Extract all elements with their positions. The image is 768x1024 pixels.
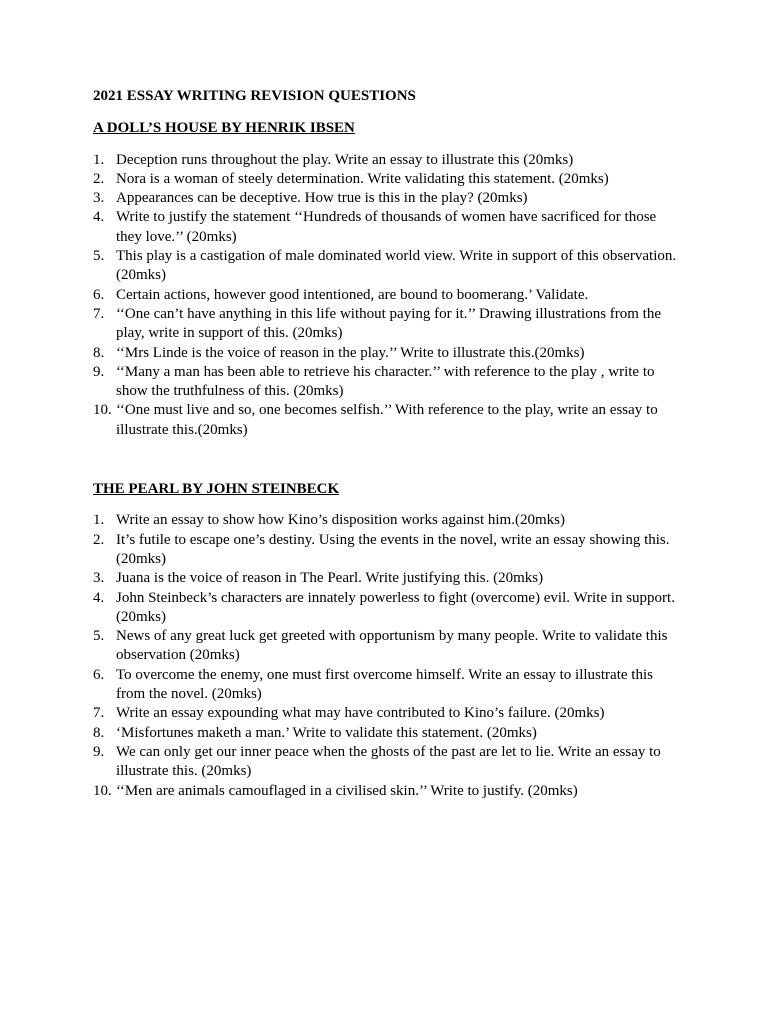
question-text: Nora is a woman of steely determination. Write validating this statement. (20mks) [116, 170, 609, 187]
question-number: 9. [93, 363, 105, 380]
section-heading: THE PEARL BY JOHN STEINBECK [93, 481, 340, 498]
list-item [93, 151, 683, 170]
question-number: 6. [93, 666, 105, 683]
question-text: Write to justify the statement ‘‘Hundreds of thousands of women have sacrificed for those they love.’’ (20mks) [116, 209, 657, 245]
list-item [93, 704, 683, 723]
question-text: Juana is the voice of reason in The Pearl. Write justifying this. (20mks) [116, 570, 544, 587]
question-number: 4. [93, 589, 105, 606]
question-number: 4. [93, 209, 105, 226]
question-list [93, 511, 683, 800]
list-item [93, 627, 683, 666]
list-item [93, 247, 683, 286]
question-text: Certain actions, however good intentioned, are bound to boomerang.’ Validate. [116, 286, 589, 303]
list-item [93, 511, 683, 530]
section-heading: A DOLL’S HOUSE BY HENRIK IBSEN [93, 120, 355, 137]
question-number: 3. [93, 570, 105, 587]
list-item [93, 189, 683, 208]
question-number: 2. [93, 170, 105, 187]
list-item [93, 724, 683, 743]
list-item [93, 170, 683, 189]
question-number: 2. [93, 531, 105, 548]
question-number: 5. [93, 628, 105, 645]
list-item [93, 666, 683, 705]
section-the-pearl [93, 480, 683, 801]
question-number: 10. [93, 402, 112, 419]
list-item [93, 589, 683, 628]
list-item [93, 401, 683, 440]
list-item [93, 782, 683, 801]
list-item [93, 743, 683, 782]
question-text: It’s futile to escape one’s destiny. Using the events in the novel, write an essay showing this. (20mks) [116, 531, 670, 567]
list-item [93, 344, 683, 363]
list-item [93, 569, 683, 588]
question-text: To overcome the enemy, one must first overcome himself. Write an essay to illustrate this from the novel. (20mks) [116, 666, 653, 703]
question-number: 9. [93, 743, 105, 760]
question-text: We can only get our inner peace when the ghosts of the past are let to lie. Write an essay to illustrate this. (20mks) [116, 743, 661, 780]
question-text: ‘‘Many a man has been able to retrieve his character.’’ with reference to the play , write to show the truthfulness of this. (20mks) [116, 363, 655, 400]
list-item [93, 208, 683, 247]
question-number: 3. [93, 190, 105, 207]
question-number: 8. [93, 344, 105, 361]
question-number: 7. [93, 705, 105, 722]
question-number: 10. [93, 782, 112, 799]
question-text: Deception runs throughout the play. Write an essay to illustrate this (20mks) [116, 151, 574, 168]
document-title: 2021 ESSAY WRITING REVISION QUESTIONS [93, 88, 416, 104]
list-item [93, 305, 683, 344]
list-item [93, 531, 683, 570]
question-text: News of any great luck get greeted with opportunism by many people. Write to validate this observation (20mks) [116, 628, 668, 664]
list-item [93, 286, 683, 305]
question-list [93, 151, 683, 440]
document-page [93, 87, 683, 801]
question-text: John Steinbeck’s characters are innately powerless to fight (overcome) evil. Write in support. (20mks) [116, 589, 675, 625]
question-text: Appearances can be deceptive. How true is this in the play? (20mks) [116, 190, 528, 207]
question-number: 6. [93, 286, 105, 303]
question-text: This play is a castigation of male dominated world view. Write in support of this observation. (20mks) [116, 248, 677, 284]
question-text: ‘‘One must live and so, one becomes selfish.’’ With reference to the play, write an essay to illustrate this.(20mks) [116, 402, 658, 438]
question-text: Write an essay to show how Kino’s disposition works against him.(20mks) [116, 512, 565, 529]
section-dolls-house [93, 119, 683, 440]
question-text: ‘‘Men are animals camouflaged in a civilised skin.’’ Write to justify. (20mks) [116, 782, 578, 799]
question-number: 8. [93, 724, 105, 741]
question-text: Write an essay expounding what may have contributed to Kino’s failure. (20mks) [116, 705, 605, 722]
question-text: ‘Misfortunes maketh a man.’ Write to validate this statement. (20mks) [116, 724, 537, 741]
question-text: ‘‘One can’t have anything in this life without paying for it.’’ Drawing illustrations from the play, write in support of this. (20mks) [116, 305, 662, 342]
question-text: ‘‘Mrs Linde is the voice of reason in the play.’’ Write to illustrate this.(20mks) [116, 344, 585, 361]
question-number: 1. [93, 512, 105, 529]
question-number: 7. [93, 305, 105, 322]
list-item [93, 363, 683, 402]
question-number: 5. [93, 248, 105, 265]
section-spacer [93, 440, 683, 480]
question-number: 1. [93, 151, 105, 168]
